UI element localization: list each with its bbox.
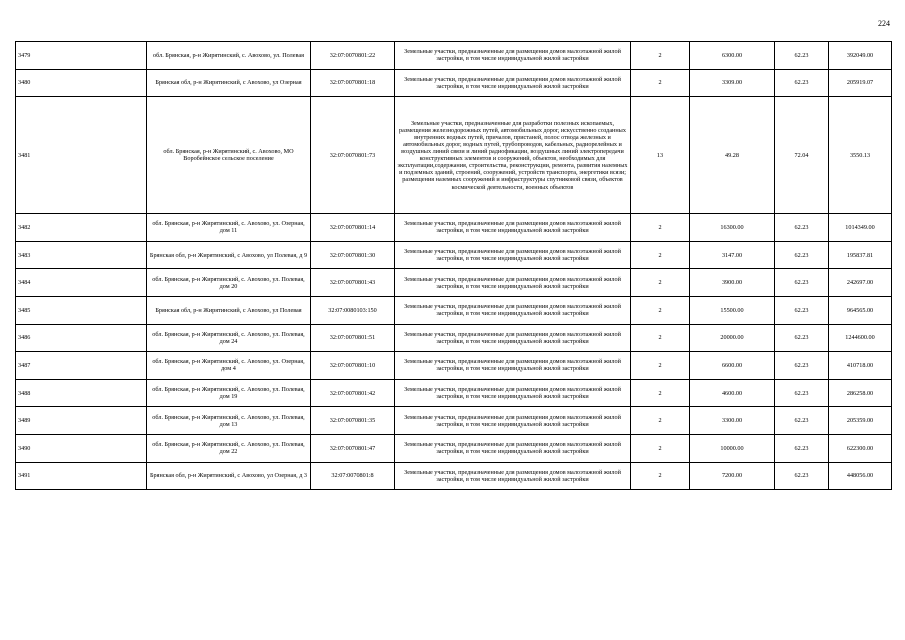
row-category: 2 bbox=[631, 462, 690, 490]
row-category: 2 bbox=[631, 42, 690, 70]
row-number: 3488 bbox=[16, 379, 147, 407]
row-number: 3482 bbox=[16, 214, 147, 242]
row-rate: 72.04 bbox=[775, 97, 829, 214]
row-address: обл. Брянская, р-н Жирятинский, с. Авохово, ул. Полевая, дом 13 bbox=[147, 407, 311, 435]
table-row bbox=[16, 42, 892, 70]
table-row bbox=[16, 407, 892, 435]
row-area: 4600.00 bbox=[690, 379, 775, 407]
row-area: 3300.00 bbox=[690, 407, 775, 435]
table-row bbox=[16, 97, 892, 214]
row-cadastral-number: 32:07:0070801:10 bbox=[311, 352, 395, 380]
row-address: обл. Брянская, р-н Жирятинский, с. Авохово, МО Воробейнское сельское поселение bbox=[147, 97, 311, 214]
row-rate: 62.23 bbox=[775, 214, 829, 242]
row-area: 3900.00 bbox=[690, 269, 775, 297]
row-area: 16300.00 bbox=[690, 214, 775, 242]
row-cadastral-value: 286258.00 bbox=[829, 379, 892, 407]
row-number: 3489 bbox=[16, 407, 147, 435]
row-address: Брянская обл, р-н Жирятинский, с Авохово, ул Полевая, д 9 bbox=[147, 241, 311, 269]
row-permitted-use: Земельные участки, предназначенные для размещения домов малоэтажной жилой застройки, в том числе индивидуальной жилой застройки bbox=[395, 42, 631, 70]
row-category: 2 bbox=[631, 296, 690, 324]
row-permitted-use: Земельные участки, предназначенные для размещения домов малоэтажной жилой застройки, в том числе индивидуальной жилой застройки bbox=[395, 214, 631, 242]
row-rate: 62.23 bbox=[775, 434, 829, 462]
table-row bbox=[16, 241, 892, 269]
row-rate: 62.23 bbox=[775, 324, 829, 352]
table-body bbox=[16, 42, 892, 490]
row-permitted-use: Земельные участки, предназначенные для размещения домов малоэтажной жилой застройки, в том числе индивидуальной жилой застройки bbox=[395, 69, 631, 97]
row-cadastral-number: 32:07:0070801:47 bbox=[311, 434, 395, 462]
table-row bbox=[16, 269, 892, 297]
row-number: 3479 bbox=[16, 42, 147, 70]
table-row bbox=[16, 379, 892, 407]
row-category: 2 bbox=[631, 241, 690, 269]
row-number: 3480 bbox=[16, 69, 147, 97]
row-category: 13 bbox=[631, 97, 690, 214]
row-category: 2 bbox=[631, 269, 690, 297]
row-category: 2 bbox=[631, 214, 690, 242]
row-permitted-use: Земельные участки, предназначенные для размещения домов малоэтажной жилой застройки, в том числе индивидуальной жилой застройки bbox=[395, 241, 631, 269]
row-area: 3147.00 bbox=[690, 241, 775, 269]
row-category: 2 bbox=[631, 407, 690, 435]
row-number: 3486 bbox=[16, 324, 147, 352]
land-registry-table bbox=[15, 41, 892, 490]
row-permitted-use: Земельные участки, предназначенные для размещения домов малоэтажной жилой застройки, в том числе индивидуальной жилой застройки bbox=[395, 352, 631, 380]
row-category: 2 bbox=[631, 324, 690, 352]
row-cadastral-number: 32:07:0080103:150 bbox=[311, 296, 395, 324]
row-area: 10000.00 bbox=[690, 434, 775, 462]
row-cadastral-number: 32:07:0070801:51 bbox=[311, 324, 395, 352]
table-row bbox=[16, 69, 892, 97]
row-cadastral-value: 410718.00 bbox=[829, 352, 892, 380]
row-number: 3490 bbox=[16, 434, 147, 462]
row-number: 3487 bbox=[16, 352, 147, 380]
row-cadastral-value: 205359.00 bbox=[829, 407, 892, 435]
row-cadastral-value: 392049.00 bbox=[829, 42, 892, 70]
row-cadastral-value: 1014349.00 bbox=[829, 214, 892, 242]
row-area: 15500.00 bbox=[690, 296, 775, 324]
row-address: Брянская обл, р-н Жирятинский, с Авохово, ул Полевая bbox=[147, 296, 311, 324]
page-number: 224 bbox=[878, 19, 890, 28]
row-rate: 62.23 bbox=[775, 269, 829, 297]
row-permitted-use: Земельные участки, предназначенные для размещения домов малоэтажной жилой застройки, в том числе индивидуальной жилой застройки bbox=[395, 296, 631, 324]
row-address: обл. Брянская, р-н Жирятинский, с. Авохово, ул. Полевая, дом 24 bbox=[147, 324, 311, 352]
row-address: обл. Брянская, р-н Жирятинский, с. Авохово, ул. Озерная, дом 4 bbox=[147, 352, 311, 380]
row-cadastral-value: 3550.13 bbox=[829, 97, 892, 214]
row-cadastral-number: 32:07:0070801:43 bbox=[311, 269, 395, 297]
row-permitted-use: Земельные участки, предназначенные для размещения домов малоэтажной жилой застройки, в том числе индивидуальной жилой застройки bbox=[395, 324, 631, 352]
row-area: 49.28 bbox=[690, 97, 775, 214]
row-rate: 62.23 bbox=[775, 69, 829, 97]
row-cadastral-number: 32:07:0070801:42 bbox=[311, 379, 395, 407]
row-permitted-use: Земельные участки, предназначенные для размещения домов малоэтажной жилой застройки, в том числе индивидуальной жилой застройки bbox=[395, 462, 631, 490]
row-category: 2 bbox=[631, 69, 690, 97]
table-row bbox=[16, 434, 892, 462]
row-cadastral-value: 622300.00 bbox=[829, 434, 892, 462]
row-area: 3309.00 bbox=[690, 69, 775, 97]
row-address: Брянская обл, р-н Жирятинский, с Авохово, ул Озерная, д 3 bbox=[147, 462, 311, 490]
row-number: 3481 bbox=[16, 97, 147, 214]
row-address: обл. Брянская, р-н Жирятинский, с. Авохово, ул. Полевая, дом 20 bbox=[147, 269, 311, 297]
row-area: 7200.00 bbox=[690, 462, 775, 490]
row-address: Брянская обл, р-н Жирятинский, с Авохово, ул Озерная bbox=[147, 69, 311, 97]
row-cadastral-value: 448056.00 bbox=[829, 462, 892, 490]
table-row bbox=[16, 462, 892, 490]
row-cadastral-value: 205919.07 bbox=[829, 69, 892, 97]
row-number: 3484 bbox=[16, 269, 147, 297]
table-row bbox=[16, 324, 892, 352]
row-address: обл. Брянская, р-н Жирятинский, с. Авохово, ул. Полевая bbox=[147, 42, 311, 70]
row-address: обл. Брянская, р-н Жирятинский, с. Авохово, ул. Полевая, дом 19 bbox=[147, 379, 311, 407]
table-row bbox=[16, 296, 892, 324]
row-permitted-use: Земельные участки, предназначенные для размещения домов малоэтажной жилой застройки, в том числе индивидуальной жилой застройки bbox=[395, 407, 631, 435]
row-cadastral-value: 195837.81 bbox=[829, 241, 892, 269]
row-rate: 62.23 bbox=[775, 407, 829, 435]
row-cadastral-number: 32:07:0070801:35 bbox=[311, 407, 395, 435]
row-number: 3485 bbox=[16, 296, 147, 324]
row-rate: 62.23 bbox=[775, 296, 829, 324]
table-row bbox=[16, 352, 892, 380]
row-permitted-use: Земельные участки, предназначенные для размещения домов малоэтажной жилой застройки, в том числе индивидуальной жилой застройки bbox=[395, 379, 631, 407]
row-rate: 62.23 bbox=[775, 379, 829, 407]
row-cadastral-value: 964565.00 bbox=[829, 296, 892, 324]
row-cadastral-number: 32:07:0070801:30 bbox=[311, 241, 395, 269]
row-permitted-use: Земельные участки, предназначенные для размещения домов малоэтажной жилой застройки, в том числе индивидуальной жилой застройки bbox=[395, 434, 631, 462]
row-area: 6600.00 bbox=[690, 352, 775, 380]
row-rate: 62.23 bbox=[775, 241, 829, 269]
row-permitted-use: Земельные участки, предназначенные для разработки полезных ископаемых, размещения железнодорожных путей, автомобильных дорог, искусственно созданных внутренних водных путей, причалов, пристаней, полос отвода железных и автомобильных дорог, водных путей, трубопроводов, кабельных, радиорелейных и воздушных линий связи и линий радиофикации, воздушных линий электропередачи конструктивных элементов и сооружений, объектов, необходимых для эксплуатации,содержания, строительства, реконструкции, ремонта, развития наземных и подземных зданий, строений, сооружений, устройств транспорта, энергетики всязи; размещения наземных сооружений и инфраструктуры спутниковой связи, объектов космической деятельности, военных объектов bbox=[395, 97, 631, 214]
row-rate: 62.23 bbox=[775, 352, 829, 380]
row-category: 2 bbox=[631, 434, 690, 462]
row-cadastral-number: 32:07:0070801:73 bbox=[311, 97, 395, 214]
row-address: обл. Брянская, р-н Жирятинский, с. Авохово, ул. Озерная, дом 11 bbox=[147, 214, 311, 242]
row-category: 2 bbox=[631, 352, 690, 380]
row-rate: 62.23 bbox=[775, 462, 829, 490]
row-address: обл. Брянская, р-н Жирятинский, с. Авохово, ул. Полевая, дом 22 bbox=[147, 434, 311, 462]
row-area: 20000.00 bbox=[690, 324, 775, 352]
table-row bbox=[16, 214, 892, 242]
row-cadastral-number: 32:07:0070801:22 bbox=[311, 42, 395, 70]
row-cadastral-number: 32:07:0070801:8 bbox=[311, 462, 395, 490]
row-rate: 62.23 bbox=[775, 42, 829, 70]
row-cadastral-number: 32:07:0070801:14 bbox=[311, 214, 395, 242]
row-cadastral-number: 32:07:0070801:18 bbox=[311, 69, 395, 97]
row-cadastral-value: 1244600.00 bbox=[829, 324, 892, 352]
row-number: 3483 bbox=[16, 241, 147, 269]
row-category: 2 bbox=[631, 379, 690, 407]
row-cadastral-value: 242697.00 bbox=[829, 269, 892, 297]
row-area: 6300.00 bbox=[690, 42, 775, 70]
row-permitted-use: Земельные участки, предназначенные для размещения домов малоэтажной жилой застройки, в том числе индивидуальной жилой застройки bbox=[395, 269, 631, 297]
row-number: 3491 bbox=[16, 462, 147, 490]
